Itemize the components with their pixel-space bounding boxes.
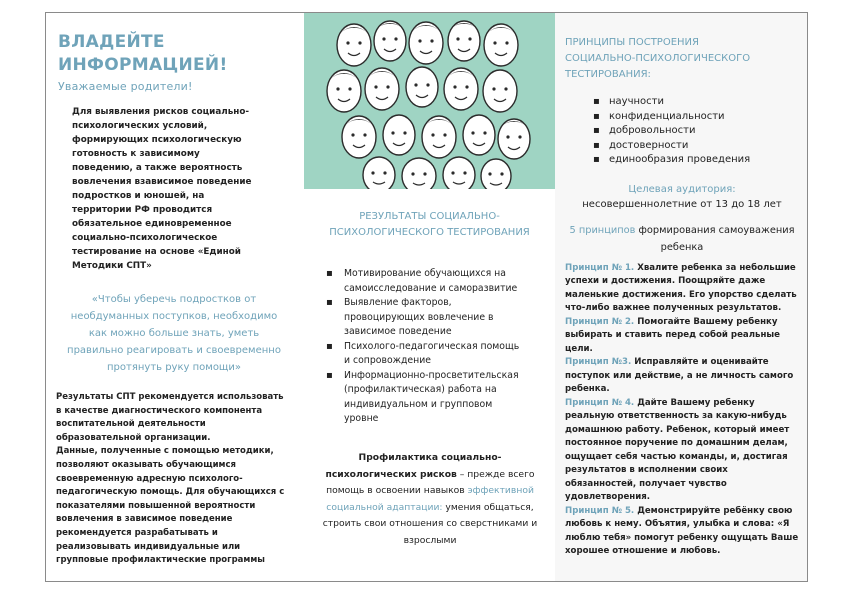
results-line: групповые профилактические программы [56, 555, 265, 566]
results-usage-paragraph [56, 391, 294, 568]
list-item-line: ▪ Информационно-просветительская [344, 369, 519, 381]
prevention-accent: эффективной [467, 485, 534, 496]
list-item-line: индивидуальном и групповом [344, 398, 493, 410]
prevention-accent: социальной адаптации: [326, 501, 443, 513]
principle-line: обязанностей, получает чувство [565, 478, 727, 489]
principle-line: ощущает себя частью команды, и, достигая [565, 451, 788, 462]
self-esteem-heading [565, 222, 799, 256]
intro-line: формирующих психологическую [72, 135, 242, 145]
principle-text: Хвалите ребенка за небольшие [634, 262, 796, 273]
principle-label: Принцип № 2. [565, 316, 635, 327]
intro-line: обязательное единовременное [72, 219, 232, 229]
principle-line: хорошее отношение и любовь. [565, 546, 721, 556]
list-item-line: и сопровождение [344, 355, 431, 366]
principle-label: Принцип № 4. [565, 397, 635, 408]
principle-label: Принцип № 5. [565, 505, 635, 516]
intro-line: психологических условий, [72, 121, 208, 131]
list-item-line: ▪ Мотивирование обучающихся на [344, 268, 506, 279]
results-line: воспитательной деятельности [56, 419, 206, 430]
results-line: Данные, полученные с помощью методики, [56, 446, 274, 457]
prevention-paragraph [310, 450, 550, 549]
principle-line: ребенка. [565, 384, 610, 394]
results-line: рекомендуется разрабатывать и [56, 527, 218, 538]
prevention-text: умения общаться, [442, 501, 534, 513]
intro-line: Для выявления рисков социально- [72, 107, 250, 117]
intro-line: готовность к зависимому [72, 149, 200, 159]
list-item-line: ▪ Выявление факторов, [344, 297, 452, 308]
results-line: показателями повышенной вероятности [56, 500, 256, 511]
prevention-line-5: строить свои отношения со сверстниками и [322, 518, 538, 529]
quote-line: протянуть руку помощи» [107, 362, 241, 373]
principle-line: что-либо важнее полученных результатов. [565, 303, 782, 313]
principle-4 [565, 397, 799, 411]
intro-line: тестирование на основе «Единой [72, 247, 241, 257]
intro-paragraph [72, 105, 272, 273]
principles-heading-line: ПРИНЦИПЫ ПОСТРОЕНИЯ [565, 37, 699, 48]
prevention-line-3 [310, 483, 550, 500]
prevention-text: – прежде всего [456, 468, 535, 480]
test-results-list [324, 267, 544, 427]
list-item: ▪ конфиденциальности [593, 110, 799, 125]
list-item: ▪ достоверности [593, 139, 799, 154]
principle-text: Исправляйте и оценивайте [631, 357, 769, 367]
target-audience-label: Целевая аудитория: [628, 183, 736, 195]
intro-line: Методики СПТ» [72, 261, 152, 271]
principles-heading-line: СОЦИАЛЬНО-ПСИХОЛОГИЧЕСКОГО [565, 53, 751, 64]
column-right [555, 13, 807, 581]
faces-drawing [304, 13, 555, 189]
list-item-line: уровне [344, 413, 379, 424]
principle-line: цели. [565, 343, 593, 354]
intro-line: вовлечения взависимое поведение [72, 177, 252, 187]
column-left [46, 13, 304, 581]
quote-line: «Чтобы уберечь подростков от [91, 294, 257, 305]
principle-line: маленькие достижения. Его упорство сделать [565, 289, 797, 300]
quote [58, 291, 290, 376]
results-line: в качестве диагностического компонента [56, 405, 263, 416]
principle-text: Помогайте Вашему ребенку [634, 316, 778, 327]
results-line: позволяют оказывать обучающимся [56, 459, 236, 470]
intro-line: подростков и юношей, на [72, 191, 205, 201]
list-item-line: зависимое поведение [344, 326, 452, 337]
faces-illustration [304, 13, 555, 189]
quote-line: как можно больше знать, уметь [88, 328, 260, 339]
test-results-heading [304, 209, 555, 241]
self-esteem-heading-line-1 [565, 222, 799, 239]
principles-list [593, 95, 799, 168]
prevention-bold-2: психологических рисков [325, 468, 457, 480]
principle-1 [565, 262, 799, 276]
main-title [58, 31, 294, 77]
list-item-line: самоисследование и саморазвитие [344, 282, 518, 294]
list-item-line: провоцирующих вовлечение в [344, 311, 494, 323]
principle-5 [565, 505, 799, 519]
intro-line: социально-психологическое [72, 233, 218, 243]
principle-line: успехи и достижения. Поощряйте даже [565, 276, 766, 286]
main-title-line-2: ИНФОРМАЦИЕЙ! [58, 55, 228, 75]
principle-3 [565, 356, 799, 370]
self-esteem-principles [565, 262, 799, 559]
test-results-heading-line-2: ПСИХОЛОГИЧЕСКОГО ТЕСТИРОВАНИЯ [329, 227, 530, 238]
principle-label: Принцип №3. [565, 357, 632, 367]
principle-line: постоянное поручение по домашним делам, [565, 438, 788, 448]
self-esteem-accent: 5 принципов [569, 224, 636, 236]
principle-line: результатов в исполнении своих [565, 465, 728, 475]
test-results-heading-line-1: РЕЗУЛЬТАТЫ СОЦИАЛЬНО- [359, 211, 500, 222]
results-line: вовлечения в зависимое поведение [56, 514, 233, 525]
list-item [324, 267, 544, 296]
quote-line: правильно реагировать и своевременно [67, 345, 281, 356]
principle-line: домашнюю работу. Ребенок, который имеет [565, 424, 790, 435]
prevention-line-6: взрослыми [403, 534, 457, 546]
principle-line: поступок или действие, а не личность самого [565, 370, 794, 381]
prevention-bold-1: Профилактика социально- [358, 452, 502, 463]
main-title-line-1: ВЛАДЕЙТЕ [58, 32, 165, 52]
list-item: ▪ единообразия проведения [593, 153, 799, 168]
principle-text: Демонстрируйте ребёнку свою [634, 505, 793, 516]
intro-line: поведению, а также вероятность [72, 163, 243, 173]
principles-heading [565, 35, 799, 83]
list-item [324, 369, 544, 427]
list-item [324, 340, 544, 369]
results-line: своевременную адресную психолого- [56, 473, 243, 484]
column-middle [304, 13, 555, 581]
prevention-line-4 [310, 500, 550, 517]
results-line: реализовывать индивидуальные или [56, 541, 241, 552]
results-line: образовательной организации. [56, 432, 211, 443]
quote-line: необдуманных поступков, необходимо [70, 311, 278, 322]
results-line: Результаты СПТ рекомендуется использовать [56, 392, 284, 402]
self-esteem-heading-line-2: ребенка [660, 241, 704, 253]
intro-line: территории РФ проводится [72, 205, 213, 215]
principle-line: любовь к нему. Объятия, улыбка и слова: «Я [565, 519, 790, 529]
principle-line: удовлетворения. [565, 492, 651, 502]
list-item [324, 296, 544, 340]
prevention-line-1 [310, 450, 550, 467]
principle-2 [565, 316, 799, 330]
self-esteem-text: формирования самоуважения [635, 224, 795, 236]
greeting: Уважаемые родители! [58, 80, 193, 93]
list-item: ▪ научности [593, 95, 799, 110]
principle-line: реальную ответственность за какую-нибудь [565, 411, 787, 421]
prevention-text: помощь в освоении навыков [326, 485, 468, 496]
principle-line: люблю тебя» помогут ребенку ощущать Ваше [565, 532, 799, 543]
list-item: ▪ добровольности [593, 124, 799, 139]
target-audience-value: несовершеннолетние от 13 до 18 лет [582, 198, 782, 210]
results-line: педагогическую помощь. Для обучающихся с [56, 487, 285, 498]
target-audience [565, 182, 799, 212]
list-item-line: (профилактическая) работа на [344, 384, 497, 395]
principles-heading-line: ТЕСТИРОВАНИЯ: [565, 69, 651, 80]
prevention-line-2 [310, 467, 550, 484]
brochure-page [45, 12, 808, 582]
principle-label: Принцип № 1. [565, 262, 635, 273]
principle-text: Дайте Вашему ребенку [634, 397, 755, 408]
list-item-line: ▪ Психолого-педагогическая помощь [344, 340, 520, 352]
principle-line: выбирать и ставить перед собой реальные [565, 330, 780, 340]
